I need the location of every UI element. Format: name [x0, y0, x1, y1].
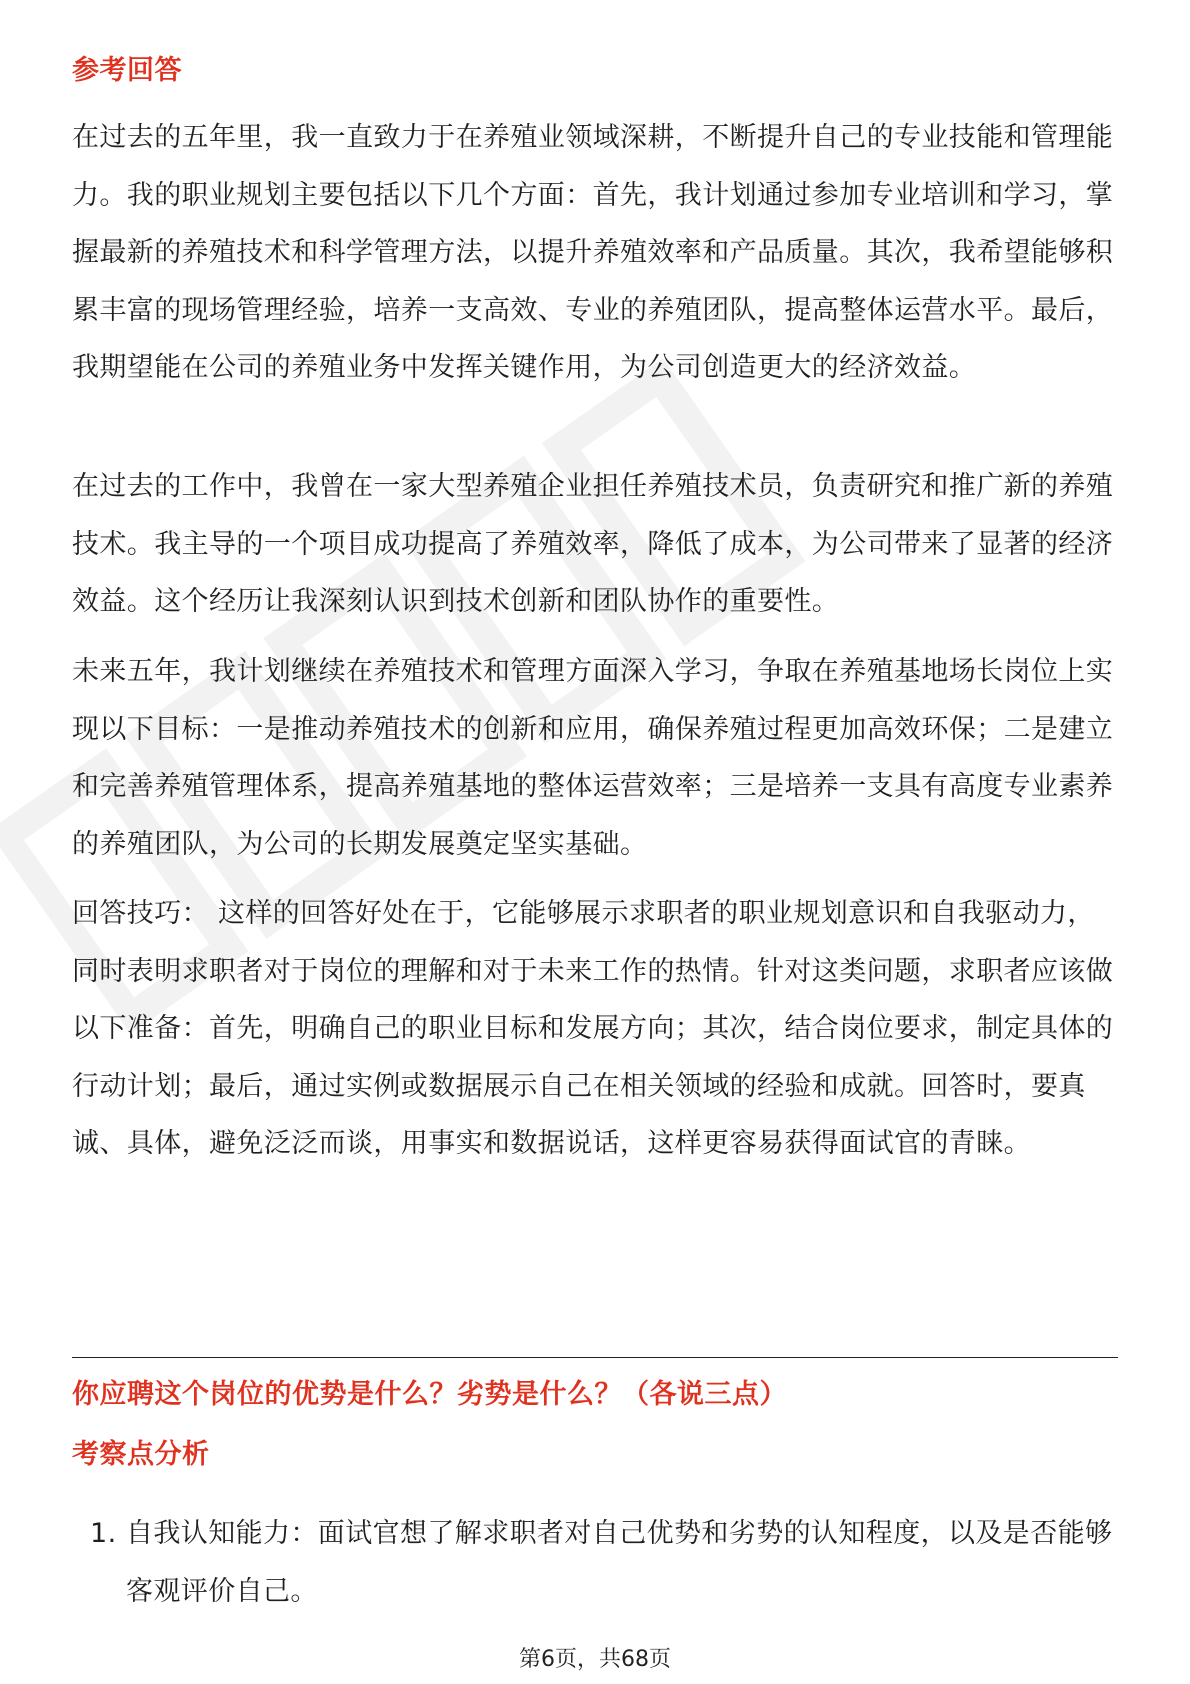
answer-paragraph-2: 在过去的工作中，我曾在一家大型养殖企业担任养殖技术员，负责研究和推广新的养殖技术。我主导的一个项目成功提高了养殖效率，降低了成本，为公司带来了显著的经济效益。这个经历让我深刻认识到技术创新和团队协作的重要性。 [72, 471, 1114, 617]
analysis-heading: 考察点分析 [72, 1439, 210, 1470]
answer-tips-paragraph: 回答技巧： 这样的回答好处在于，它能够展示求职者的职业规划意识和自我驱动力，同时表明求职者对于岗位的理解和对于未来工作的热情。针对这类问题，求职者应该做以下准备：首先，明确自己的职业目标和发展方向；其次，结合岗位要求，制定具体的行动计划；最后，通过实例或数据展示自己在相关领域的经验和成就。回答时，要真诚、具体，避免泛泛而谈，用事实和数据说话，这样更容易获得面试官的青睐。 [72, 898, 1114, 1159]
answer-paragraph-1: 在过去的五年里，我一直致力于在养殖业领域深耕，不断提升自己的专业技能和管理能力。我的职业规划主要包括以下几个方面：首先，我计划通过参加专业培训和学习，掌握最新的养殖技术和科学管理方法，以提升养殖效率和产品质量。其次，我希望能够积累丰富的现场管理经验，培养一支高效、专业的养殖团队，提高整体运营水平。最后，我期望能在公司的养殖业务中发挥关键作用，为公司创造更大的经济效益。 [72, 122, 1114, 383]
answer-heading: 参考回答 [72, 55, 182, 86]
answer-paragraph-3: 未来五年，我计划继续在养殖技术和管理方面深入学习，争取在养殖基地场长岗位上实现以下目标：一是推动养殖技术的创新和应用，确保养殖过程更加高效环保；二是建立和完善养殖管理体系，提高养殖基地的整体运营效率；三是培养一支具有高度专业素养的养殖团队，为公司的长期发展奠定坚实基础。 [72, 656, 1114, 860]
list-item-number: 1. [90, 1518, 117, 1549]
page-number: 第6页，共68页 [519, 1647, 671, 1672]
section-divider [72, 1357, 1118, 1358]
list-item [72, 1505, 1118, 1620]
question-heading: 你应聘这个岗位的优势是什么？劣势是什么？（各说三点） [72, 1379, 787, 1410]
analysis-list [72, 1505, 1118, 1620]
list-item-text: 自我认知能力：面试官想了解求职者对自己优势和劣势的认知程度，以及是否能够客观评价自己。 [126, 1518, 1113, 1607]
